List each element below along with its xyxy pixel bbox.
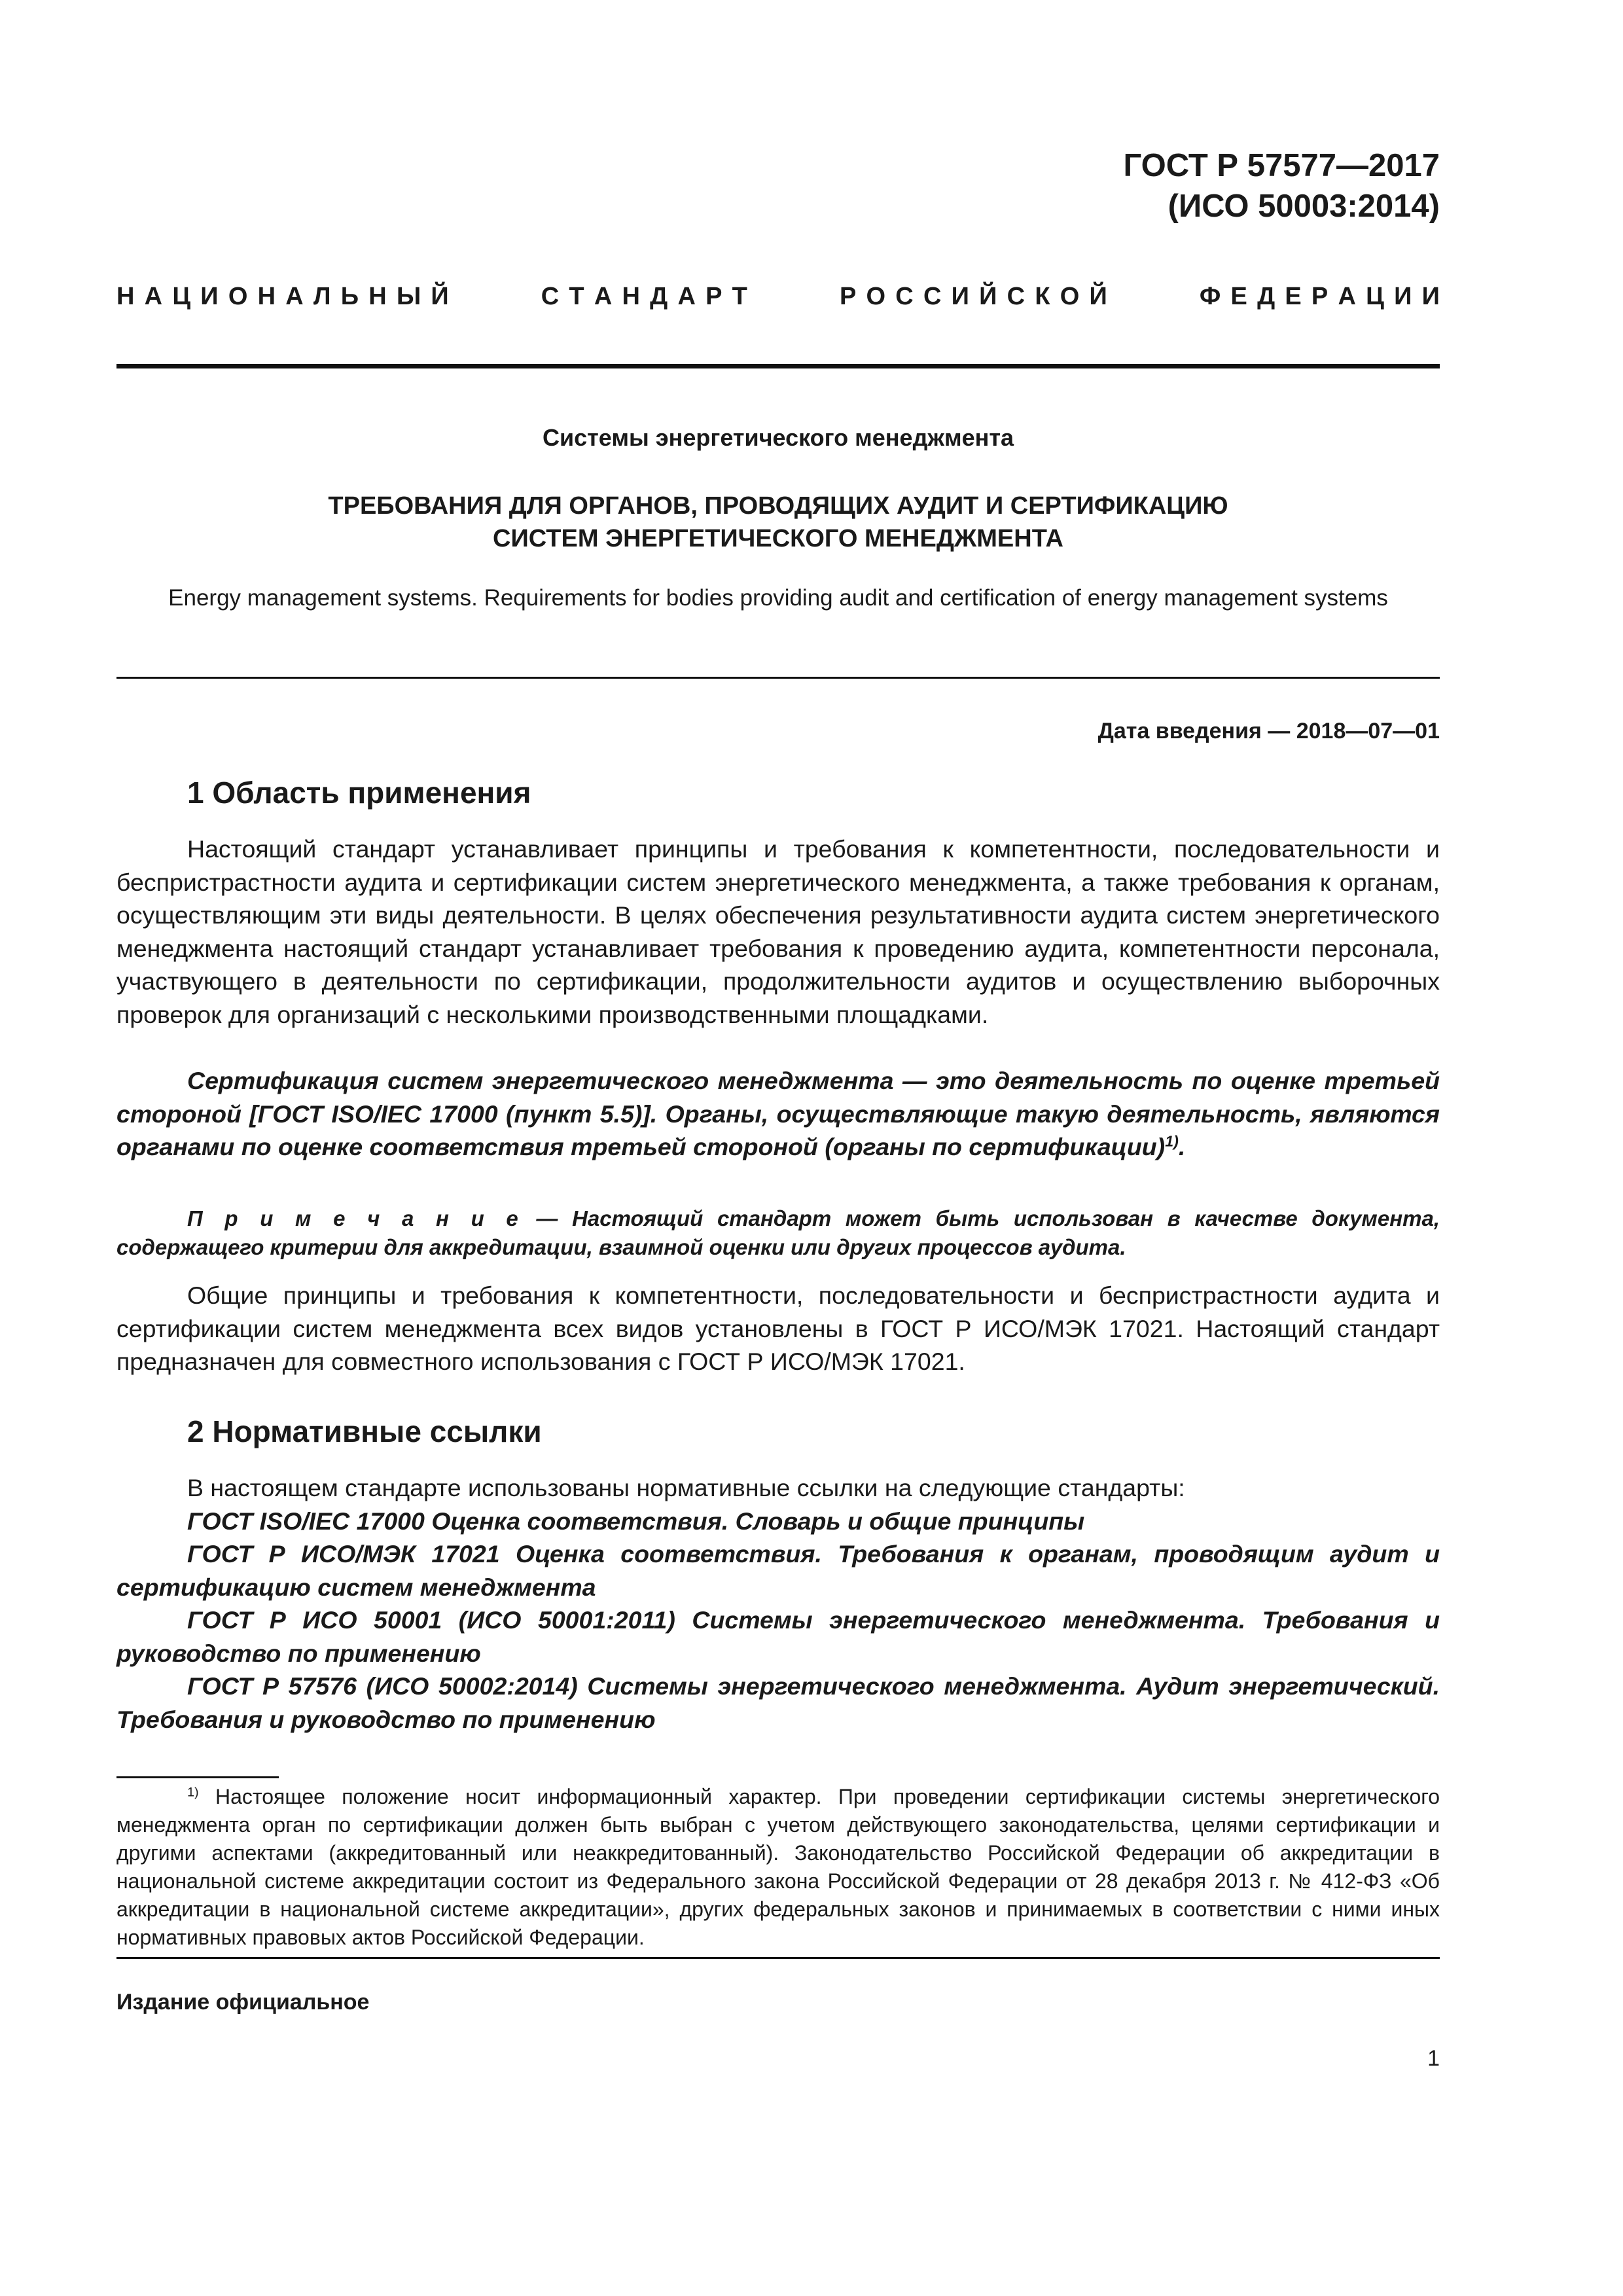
header-divider bbox=[116, 364, 1440, 368]
document-page bbox=[116, 0, 1440, 2296]
gost-code-line2: (ИСО 50003:2014) bbox=[1168, 188, 1440, 224]
gost-code-line1: ГОСТ Р 57577—2017 bbox=[1123, 148, 1440, 183]
section-1-paragraph: Настоящий стандарт устанавливает принципы и требования к компетентности, последовательности и беспристрастности аудита и сертификации систем энергетического менеджмента, а также требования к органам, осуществляющим эти виды деятельности. В целях обеспечения результативности аудита систем энергетического менеджмента настоящий стандарт устанавливает требования к проведению аудита, компетентности персонала, участвующего в деятельности по сертификации, продолжительности аудитов и осуществлению выборочных проверок для организаций с несколькими производственными площадками. bbox=[116, 835, 1440, 1028]
section-1-heading: 1 Область применения bbox=[187, 776, 531, 810]
title-divider bbox=[116, 677, 1440, 679]
document-subject: Системы энергетического менеджмента bbox=[543, 424, 1014, 451]
footnote-marker: 1) bbox=[187, 1785, 199, 1800]
certification-text-end: . bbox=[1178, 1133, 1186, 1160]
document-title bbox=[116, 490, 1440, 555]
section-1-certification-paragraph bbox=[116, 1064, 1440, 1164]
normative-references bbox=[116, 1471, 1440, 1736]
gost-code bbox=[1123, 145, 1440, 226]
footnote-reference: 1) bbox=[1165, 1132, 1179, 1150]
reference-item: ГОСТ ISO/IEC 17000 Оценка соответствия. Словарь и общие принципы bbox=[187, 1507, 1085, 1535]
references-intro: В настоящем стандарте использованы нормативные ссылки на следующие стандарты: bbox=[187, 1474, 1185, 1501]
footer-divider bbox=[116, 1957, 1440, 1959]
reference-item: ГОСТ Р ИСО/МЭК 17021 Оценка соответствия. Требования к органам, проводящим аудит и сертификацию систем менеджмента bbox=[116, 1540, 1440, 1601]
document-title-line1: ТРЕБОВАНИЯ ДЛЯ ОРГАНОВ, ПРОВОДЯЩИХ АУДИТ И СЕРТИФИКАЦИЮ bbox=[328, 492, 1228, 520]
banner-word: Р О С С И Й С К О Й bbox=[839, 283, 1107, 310]
reference-item: ГОСТ Р ИСО 50001 (ИСО 50001:2011) Системы энергетического менеджмента. Требования и руководство по применению bbox=[116, 1606, 1440, 1667]
footnote-separator bbox=[116, 1776, 279, 1778]
reference-item: ГОСТ Р 57576 (ИСО 50002:2014) Системы энергетического менеджмента. Аудит энергетический. Требования и руководство по применению bbox=[116, 1672, 1440, 1733]
note-text: — Настоящий стандарт может быть использован в качестве документа, содержащего критерии для аккредитации, взаимной оценки или других процессов аудита. bbox=[116, 1206, 1440, 1259]
document-title-line2: СИСТЕМ ЭНЕРГЕТИЧЕСКОГО МЕНЕДЖМЕНТА bbox=[493, 525, 1063, 552]
banner-word: Ф Е Д Е Р А Ц И И bbox=[1199, 283, 1440, 310]
certification-text: Сертификация систем энергетического менеджмента — это деятельность по оценке третьей стороной [ГОСТ ISO/IEC 17000 (пункт 5.5)]. Органы, осуществляющие такую деятельность, являются органами по оценке соответствия третьей стороной (органы по сертификации) bbox=[116, 1067, 1440, 1160]
national-standard-banner bbox=[116, 283, 1440, 311]
introduction-date: Дата введения — 2018—07—01 bbox=[1097, 719, 1440, 744]
footnote bbox=[116, 1783, 1440, 1952]
note bbox=[116, 1204, 1440, 1262]
banner-word: Н А Ц И О Н А Л Ь Н Ы Й bbox=[116, 283, 449, 310]
page-number: 1 bbox=[1427, 2046, 1440, 2071]
banner-word: С Т А Н Д А Р Т bbox=[541, 283, 747, 310]
footnote-text: Настоящее положение носит информационный характер. При проведении сертификации системы энергетического менеджмента орган по сертификации должен быть выбран с учетом действующего законодательства, целями сертификации и другими аспектами (аккредитованный или неаккредитованный). Законодательство Российской Федерации об аккредитации в национальной системе аккредитации состоит из Федерального закона Российской Федерации от 28 декабря 2013 г. № 412-ФЗ «Об аккредитации в национальной системе аккредитации», других федеральных законов и принимаемых в соответствии с ними иных нормативных правовых актов Российской Федерации. bbox=[116, 1785, 1440, 1949]
section-1-general-paragraph: Общие принципы и требования к компетентности, последовательности и беспристрастности аудита и сертификации систем менеджмента всех видов установлены в ГОСТ Р ИСО/МЭК 17021. Настоящий стандарт предназначен для совместного использования с ГОСТ Р ИСО/МЭК 17021. bbox=[116, 1282, 1440, 1375]
english-title: Energy management systems. Requirements for bodies providing audit and certification of energy management systems bbox=[168, 585, 1388, 611]
official-edition-label: Издание официальное bbox=[116, 1990, 370, 2015]
section-2-heading: 2 Нормативные ссылки bbox=[187, 1414, 542, 1448]
note-label: П р и м е ч а н и е bbox=[187, 1206, 522, 1230]
